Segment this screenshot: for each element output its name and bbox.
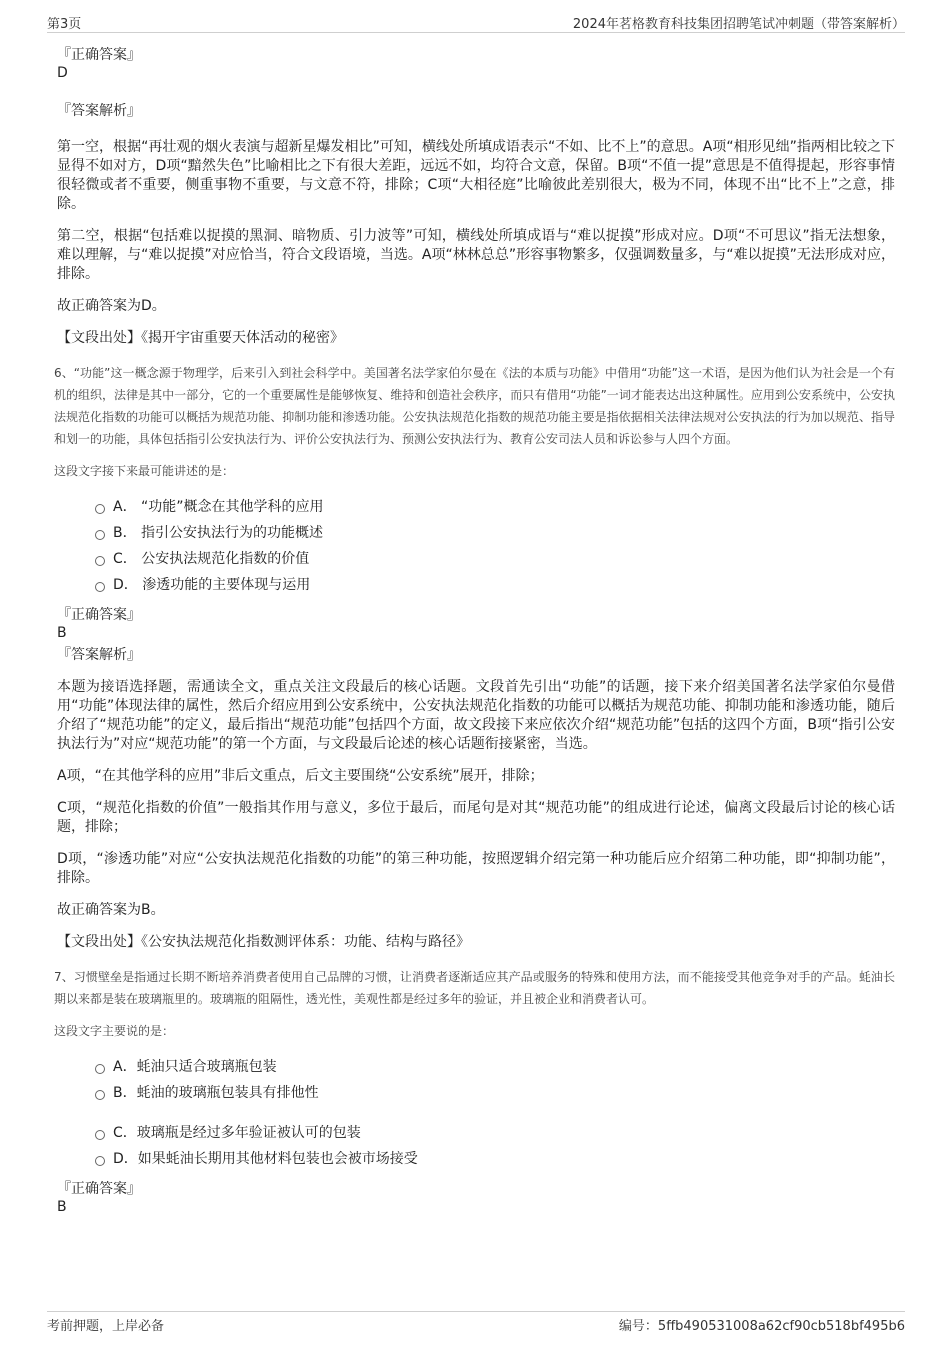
- option-b[interactable]: [95, 520, 895, 546]
- radio-icon[interactable]: [95, 530, 105, 540]
- option-c[interactable]: [95, 546, 895, 572]
- analysis-paragraph: A项，“在其他学科的应用”非后文重点，后文主要围绕“公安系统”展开，排除；: [57, 768, 544, 784]
- analysis-label: 『答案解析』: [57, 647, 141, 663]
- option-a[interactable]: [95, 494, 895, 520]
- question-6-text: 6、“功能”这一概念源于物理学，后来引入到社会科学中。美国著名法学家伯尔曼在《法的本质与功能》中借用“功能”这一术语，是因为他们认为社会是一个有机的组织，法律是其中一部分，它的一个重要属性是能够恢复、维持和创造社会秩序，而只有借用“功能”一词才能表达出这种属性。应用到公安系统中，公安执法规范化指数的功能可以概括为规范功能、抑制功能和渗透功能。公安执法规范化指数的规范功能主要是指依据相关法律法规对公安执法的行为加以规范、指导和划一的功能，具体包括指引公安执法行为、评价公安执法行为、预测公安执法行为、教育公安司法人员和诉讼参与人四个方面。: [54, 366, 895, 446]
- question-7-text: 7、习惯壁垒是指通过长期不断培养消费者使用自己品牌的习惯，让消费者逐渐适应其产品或服务的特殊和使用方法，而不能接受其他竞争对手的产品。蚝油长期以来都是装在玻璃瓶里的。玻璃瓶的阻隔性，透光性，美观性都是经过多年的验证，并且被企业和消费者认可。: [54, 970, 895, 1006]
- page-footer: [47, 1311, 905, 1336]
- radio-icon[interactable]: [95, 556, 105, 566]
- analysis-conclusion: 故正确答案为B。: [57, 902, 165, 918]
- correct-answer-value: D: [57, 65, 68, 81]
- correct-answer-label: 『正确答案』: [57, 607, 141, 623]
- page-content: [54, 46, 895, 1216]
- correct-answer-value: B: [57, 1199, 67, 1215]
- page-header: [47, 12, 905, 33]
- source-citation: 【文段出处】《揭开宇宙重要天体活动的秘密》: [57, 330, 344, 346]
- option-label: C． 公安执法规范化指数的价值: [113, 551, 310, 567]
- radio-icon[interactable]: [95, 1156, 105, 1166]
- option-label: D． 渗透功能的主要体现与运用: [113, 577, 311, 593]
- radio-icon[interactable]: [95, 1130, 105, 1140]
- radio-icon[interactable]: [95, 504, 105, 514]
- option-label: B． 指引公安执法行为的功能概述: [113, 525, 324, 541]
- option-label: C．玻璃瓶是经过多年验证被认可的包装: [113, 1125, 361, 1141]
- question-6-prompt: 这段文字接下来最可能讲述的是：: [54, 464, 235, 478]
- radio-icon[interactable]: [95, 582, 105, 592]
- analysis-paragraph: 第一空，根据“再壮观的烟火表演与超新星爆发相比”可知，横线处所填成语表示“不如、比不上”的意思。A项“相形见绌”指两相比较之下显得不如对方，D项“黯然失色”比喻相比之下有很大差距，远远不如，均符合文意，保留。B项“不值一提”意思是不值得提起，形容事情很轻微或者不重要，侧重事物不重要，与文意不符，排除；C项“大相径庭”比喻彼此差别很大，极为不同，体现不出“比不上”之意，排除。: [57, 139, 895, 212]
- option-d[interactable]: [95, 572, 895, 598]
- option-c[interactable]: [95, 1120, 895, 1146]
- analysis-label: 『答案解析』: [57, 103, 141, 119]
- document-title: 2024年茗格教育科技集团招聘笔试冲刺题（带答案解析）: [572, 17, 905, 32]
- correct-answer-value: B: [57, 625, 67, 641]
- option-label: A． “功能”概念在其他学科的应用: [113, 499, 324, 515]
- document-id: 编号：5ffb490531008a62cf90cb518bf495b6: [618, 1319, 905, 1334]
- question-6-options: [57, 494, 895, 598]
- option-spacer: [95, 1106, 895, 1120]
- analysis-conclusion: 故正确答案为D。: [57, 298, 166, 314]
- correct-answer-label: 『正确答案』: [57, 47, 141, 63]
- question-7-options: [57, 1054, 895, 1172]
- option-label: A．蚝油只适合玻璃瓶包装: [113, 1059, 277, 1075]
- analysis-paragraph: C项，“规范化指数的价值”一般指其作用与意义，多位于最后，而尾句是对其“规范功能”的组成进行论述，偏离文段最后讨论的核心话题，排除；: [57, 800, 895, 835]
- option-label: D．如果蚝油长期用其他材料包装也会被市场接受: [113, 1151, 418, 1167]
- option-a[interactable]: [95, 1054, 895, 1080]
- footer-slogan: 考前押题，上岸必备: [47, 1319, 165, 1334]
- analysis-paragraph: 本题为接语选择题，需通读全文，重点关注文段最后的核心话题。文段首先引出“功能”的话题，接下来介绍美国著名法学家伯尔曼借用“功能”体现法律的属性，然后介绍应用到公安系统中，公安执法规范化指数的功能可以概括为规范功能、抑制功能和渗透功能，随后介绍了“规范功能”的定义，最后指出“规范功能”包括四个方面，故文段接下来应依次介绍“规范功能”包括的这四个方面，B项“指引公安执法行为”对应“规范功能”的第一个方面，与文段最后论述的核心话题衔接紧密，当选。: [57, 679, 895, 752]
- analysis-paragraph: 第二空，根据“包括难以捉摸的黑洞、暗物质、引力波等”可知，横线处所填成语与“难以捉摸”形成对应。D项“不可思议”指无法想象，难以理解，与“难以捉摸”对应恰当，符合文段语境，当选。A项“林林总总”形容事物繁多，仅强调数量多，与“难以捉摸”无法形成对应，排除。: [57, 228, 895, 282]
- option-label: B．蚝油的玻璃瓶包装具有排他性: [113, 1085, 319, 1101]
- question-7-prompt: 这段文字主要说的是：: [54, 1024, 175, 1038]
- option-b[interactable]: [95, 1080, 895, 1106]
- source-citation: 【文段出处】《公安执法规范化指数测评体系：功能、结构与路径》: [57, 934, 470, 950]
- radio-icon[interactable]: [95, 1064, 105, 1074]
- radio-icon[interactable]: [95, 1090, 105, 1100]
- page-number: 第3页: [47, 17, 82, 32]
- analysis-paragraph: D项，“渗透功能”对应“公安执法规范化指数的功能”的第三种功能，按照逻辑介绍完第一种功能后应介绍第二种功能，即“抑制功能”，排除。: [57, 851, 895, 886]
- option-d[interactable]: [95, 1146, 895, 1172]
- correct-answer-label: 『正确答案』: [57, 1181, 141, 1197]
